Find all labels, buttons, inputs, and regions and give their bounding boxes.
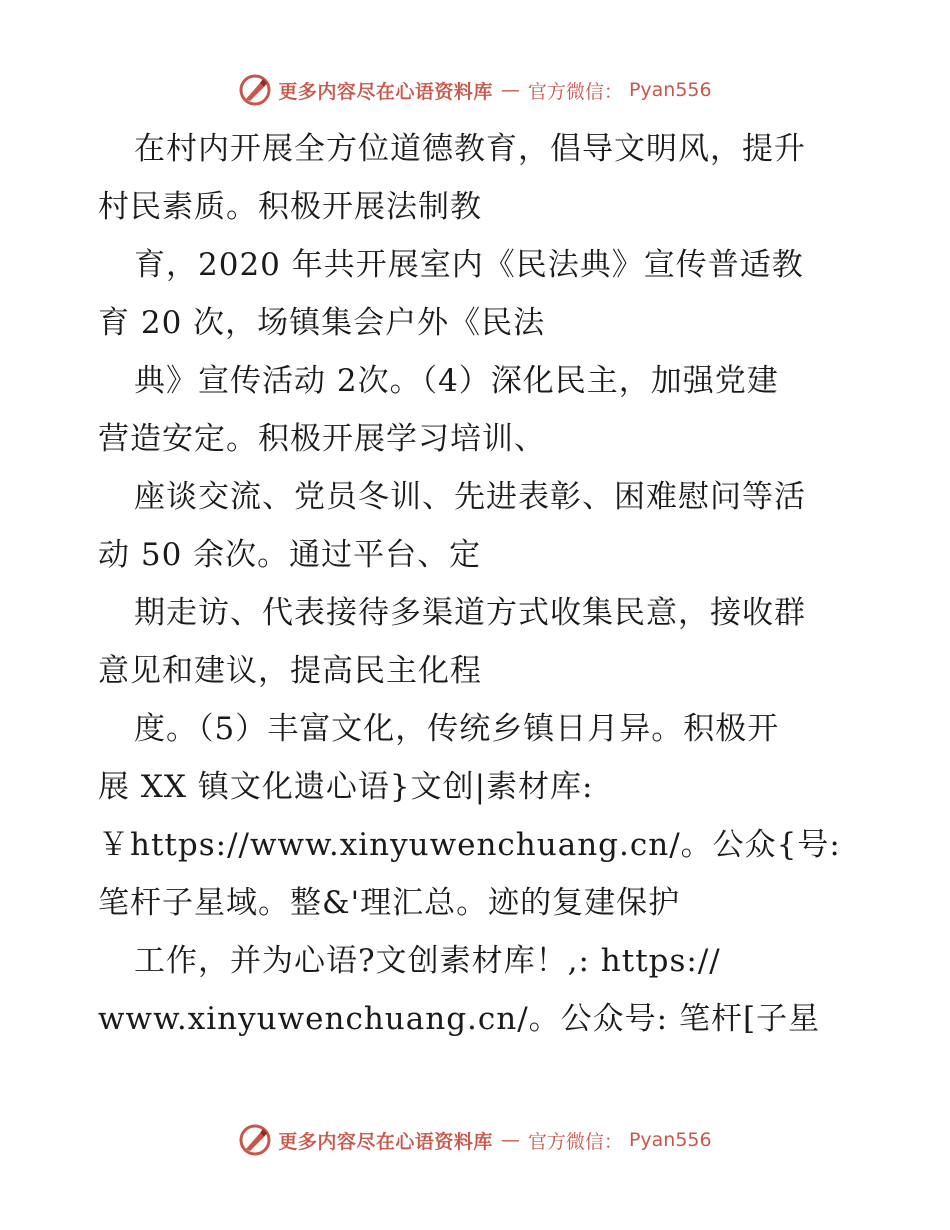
text-line: 村民素质。积极开展法制教 xyxy=(98,189,482,225)
watermark-brand-text: 更多内容尽在心语资料库 xyxy=(278,80,493,103)
text-line: 动 50 余次。通过平台、定 xyxy=(98,537,482,573)
watermark-official-text: 官方微信： xyxy=(527,80,623,103)
pen-logo-icon xyxy=(238,1123,272,1157)
watermark-wechat-id: Pyan556 xyxy=(628,1129,712,1151)
text-line: ￥https://www.xinyuwenchuang.cn/。公众{号: xyxy=(98,827,841,863)
footer-watermark xyxy=(0,1120,950,1160)
header-watermark xyxy=(0,70,950,110)
text-line: 典》宣传活动 2次。（4）深化民主，加强党建 xyxy=(134,363,779,399)
text-line: 育，2020 年共开展室内《民法典》宣传普适教 xyxy=(134,247,804,283)
text-line: 意见和建议，提高民主化程 xyxy=(98,653,482,689)
watermark-brand-text: 更多内容尽在心语资料库 xyxy=(278,1130,493,1153)
watermark-separator: — xyxy=(500,79,520,101)
text-line: 展 XX 镇文化遗心语}文创|素材库: xyxy=(98,769,594,805)
text-line: 在村内开展全方位道德教育，倡导文明风，提升 xyxy=(134,131,806,167)
text-line: www.xinyuwenchuang.cn/。公众号: 笔杆[子星 xyxy=(98,1001,821,1037)
text-line: 座谈交流、党员冬训、先进表彰、困难慰问等活 xyxy=(134,479,806,515)
text-line: 度。（5）丰富文化，传统乡镇日月异。积极开 xyxy=(134,711,780,747)
pen-logo-icon xyxy=(238,73,272,107)
text-line: 育 20 次，场镇集会户外《民法 xyxy=(98,305,546,341)
text-line: 营造安定。积极开展学习培训、 xyxy=(98,421,546,457)
watermark-official-text: 官方微信： xyxy=(527,1130,623,1153)
document-body xyxy=(98,120,878,1048)
text-line: 笔杆子星域。整&'理汇总。迹的复建保护 xyxy=(98,885,681,921)
text-line: 期走访、代表接待多渠道方式收集民意，接收群 xyxy=(134,595,806,631)
text-line: 工作，并为心语?文创素材库！,: https:// xyxy=(134,943,721,979)
watermark-separator: — xyxy=(500,1129,520,1151)
watermark-wechat-id: Pyan556 xyxy=(628,79,712,101)
